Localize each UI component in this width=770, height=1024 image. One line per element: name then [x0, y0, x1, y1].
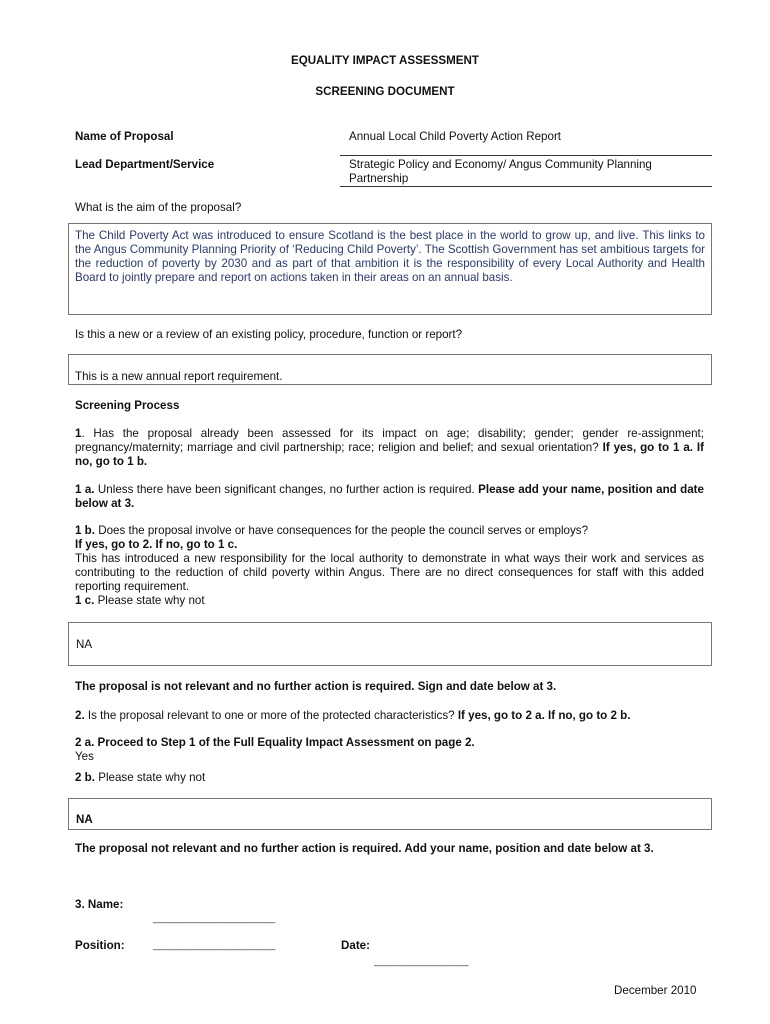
footer-date: December 2010	[614, 984, 697, 997]
name-signature-line[interactable]: ______________________	[153, 913, 276, 924]
final-bold: The proposal not relevant and no further action is required	[75, 842, 399, 855]
question-2b-answer-box	[68, 798, 712, 830]
lead-department-value-line2: Partnership	[349, 172, 409, 185]
question-2-text: Is the proposal relevant to one or more of the protected characteristics?	[87, 709, 455, 722]
question-2	[75, 709, 704, 723]
question-1c-answer-box	[68, 622, 712, 666]
lead-department-label: Lead Department/Service	[75, 158, 215, 171]
lead-department-value-line1: Strategic Policy and Economy/ Angus Community Planning	[349, 158, 652, 171]
question-1	[75, 427, 704, 469]
aim-answer-box	[68, 223, 712, 315]
screening-heading: Screening Process	[75, 399, 180, 412]
not-relevant-rest: . Sign and date below at 3.	[411, 680, 557, 693]
type-answer-box	[68, 354, 712, 385]
question-2a-answer: Yes	[75, 750, 94, 763]
date-signature-line[interactable]: _________________	[374, 956, 469, 967]
proposal-name-label: Name of Proposal	[75, 130, 174, 143]
question-1b-line	[75, 524, 704, 538]
question-1c-line	[75, 594, 704, 608]
question-2-number: 2.	[75, 709, 85, 722]
type-answer: This is a new annual report requirement.	[75, 370, 283, 383]
aim-answer: The Child Poverty Act was introduced to ensure Scotland is the best place in the world to grow up, and live. This links to the Angus Community Planning Priority of ‘Reducing Child Poverty’. The Scottish Government has set ambitious targets for the reduction of poverty by 2030 and as part of that ambition it is the responsibility of every Local Authority and Health Board to jointly prepare and report on actions taken in their areas on an annual basis.	[75, 229, 706, 284]
position-label: Position:	[75, 939, 125, 952]
position-signature-line[interactable]: ______________________	[153, 940, 276, 951]
question-1b-text: Does the proposal involve or have consequences for the people the council serves or employs?	[98, 524, 589, 537]
question-1-text: . Has the proposal already been assessed for its impact on age; disability; gender; gender re-assignment; pregnancy/maternity; marriage and civil partnership; race; religion and belief; and sexual orientation?	[75, 427, 704, 454]
question-1-instruction: If yes, go to 1 a. If no, go to 1 b.	[75, 441, 704, 468]
question-2b-text: Please state why not	[98, 771, 206, 784]
date-label: Date:	[341, 939, 370, 952]
question-1b-instruction: If yes, go to 2. If no, go to 1 c.	[75, 538, 238, 551]
aim-question: What is the aim of the proposal?	[75, 201, 242, 214]
question-2-instruction: If yes, go to 2 a. If no, go to 2 b.	[457, 709, 631, 722]
question-1b	[75, 524, 704, 608]
question-1-number: 1	[75, 427, 82, 440]
document-title: EQUALITY IMPACT ASSESSMENT	[291, 54, 479, 67]
final-rest: . Add your name, position and date below at 3.	[398, 842, 654, 855]
divider-line	[340, 186, 712, 187]
question-1a-text: Unless there have been significant changes, no further action is required.	[97, 483, 475, 496]
question-1c-text: Please state why not	[97, 594, 205, 607]
not-relevant-bold: The proposal is not relevant and no further action is required	[75, 680, 412, 693]
proposal-name-value: Annual Local Child Poverty Action Report	[349, 130, 562, 143]
question-1a-instruction: Please add your name, position and date below at 3.	[75, 483, 704, 510]
question-1b-number: 1 b.	[75, 524, 95, 537]
divider-line	[340, 155, 712, 156]
question-2b-number: 2 b.	[75, 771, 95, 784]
question-2b-answer: NA	[76, 813, 93, 826]
question-2b	[75, 771, 205, 785]
question-1b-answer: This has introduced a new responsibility for the local authority to demonstrate in what ways their work and services as contributing to the reduction of child poverty within Angus. There are no direct consequences for staff with this added reporting requirement.	[75, 552, 704, 593]
question-1c-answer: NA	[76, 638, 93, 651]
type-question: Is this a new or a review of an existing policy, procedure, function or report?	[75, 328, 463, 341]
question-1c-number: 1 c.	[75, 594, 95, 607]
question-1a-number: 1 a.	[75, 483, 95, 496]
question-1a	[75, 483, 704, 511]
lead-department-value	[349, 158, 652, 186]
name-label: 3. Name:	[75, 898, 124, 911]
not-relevant-statement	[75, 680, 704, 694]
final-statement	[75, 842, 707, 856]
question-2a: 2 a. Proceed to Step 1 of the Full Equality Impact Assessment on page 2.	[75, 736, 475, 749]
document-subtitle: SCREENING DOCUMENT	[315, 85, 455, 98]
